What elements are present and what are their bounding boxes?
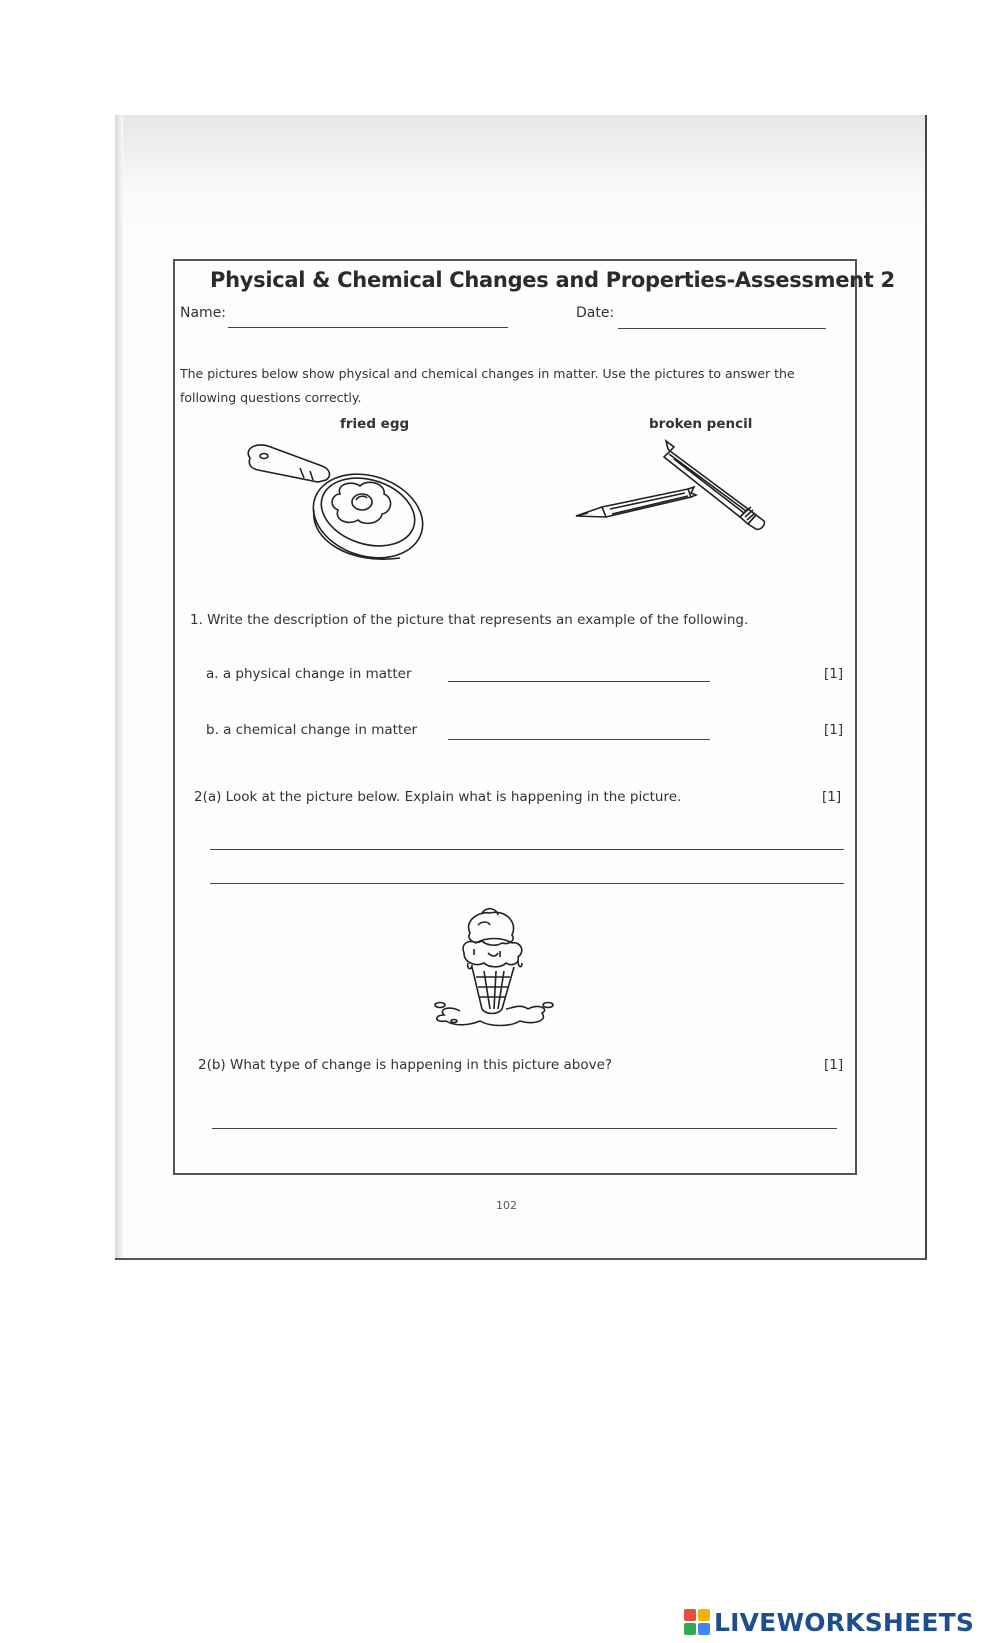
intro-line-2: following questions correctly. (180, 390, 362, 405)
answer-2a-line-1[interactable] (210, 849, 844, 850)
liveworksheets-brand[interactable] (684, 1605, 974, 1639)
question-1: 1. Write the description of the picture that represents an example of the following. (190, 612, 749, 628)
fried-egg-caption: fried egg (340, 416, 410, 432)
answer-1b-line[interactable] (448, 739, 710, 740)
name-label: Name: (180, 305, 227, 321)
mark-1b: [1] (824, 722, 844, 738)
mark-2a: [1] (822, 789, 842, 805)
question-1a: a. a physical change in matter (206, 666, 412, 682)
name-field[interactable] (228, 327, 508, 328)
intro-text (180, 362, 795, 410)
answer-2b-line[interactable] (212, 1128, 837, 1129)
answer-2a-line-2[interactable] (210, 883, 844, 884)
melting-ice-cream-illustration (430, 905, 560, 1035)
question-2a: 2(a) Look at the picture below. Explain what is happening in the picture. (194, 789, 682, 805)
answer-1a-line[interactable] (448, 681, 710, 682)
brand-name: LIVEWORKSHEETS (714, 1607, 975, 1637)
broken-pencil-caption: broken pencil (649, 416, 753, 432)
mark-2b: [1] (824, 1057, 844, 1073)
question-2b: 2(b) What type of change is happening in this picture above? (198, 1057, 613, 1073)
date-label: Date: (576, 305, 615, 321)
worksheet-title: Physical & Chemical Changes and Properties-Assessment 2 (210, 268, 895, 292)
page-number: 102 (496, 1199, 517, 1212)
fried-egg-pan-illustration (240, 440, 440, 570)
question-1b: b. a chemical change in matter (206, 722, 418, 738)
liveworksheets-logo-icon (684, 1609, 710, 1635)
broken-pencil-illustration (570, 437, 780, 537)
mark-1a: [1] (824, 666, 844, 682)
date-field[interactable] (618, 328, 826, 329)
intro-line-1: The pictures below show physical and chemical changes in matter. Use the pictures to answer the (180, 366, 795, 381)
